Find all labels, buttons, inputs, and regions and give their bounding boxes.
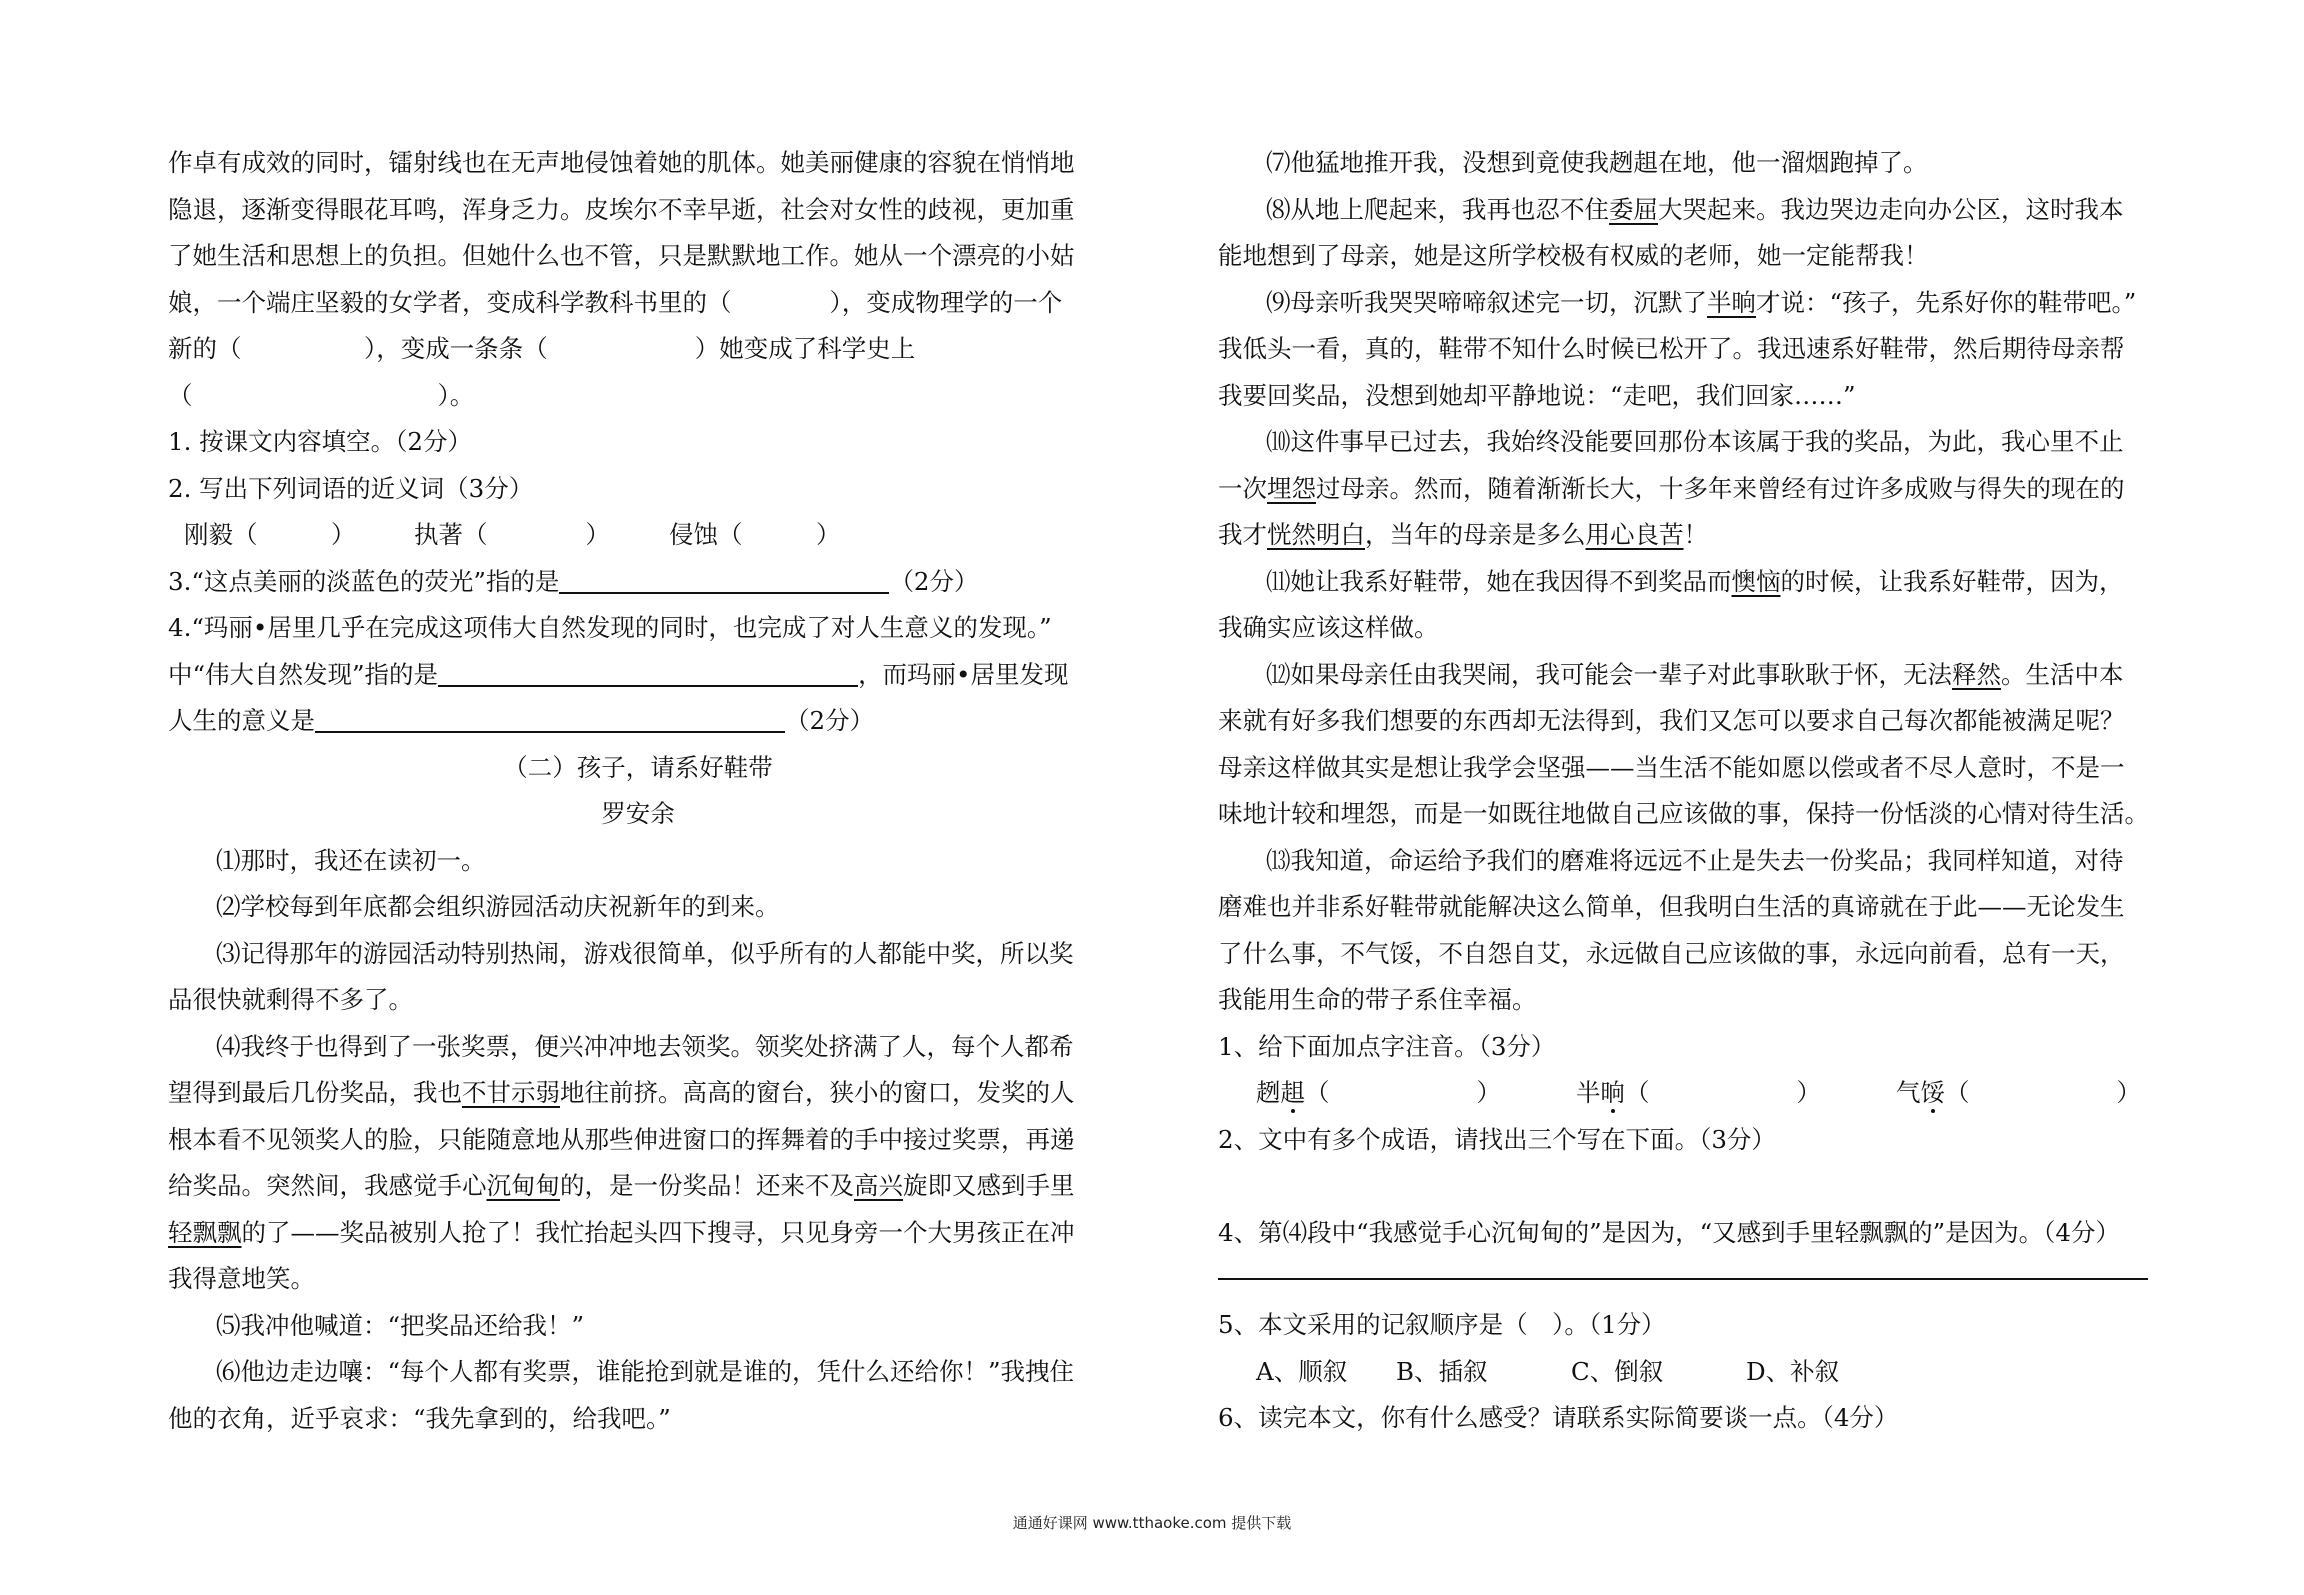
pinyin-item: 趔趄（ ） bbox=[1256, 1070, 1576, 1117]
paragraph-line: 来就有好多我们想要的东西却无法得到，我们又怎可以要求自己每次都能被满足呢？ bbox=[1218, 706, 2125, 735]
underlined-word: 委屈 bbox=[1609, 194, 1658, 224]
paragraph-line: 味地计较和埋怨，而是一如既往地做自己应该做的事，保持一份恬淡的心情对待生活。 bbox=[1218, 799, 2149, 828]
question-4-line: 人生的意义是 （2分） bbox=[168, 698, 1108, 745]
paragraph-line: 我要回奖品，没想到她却平静地说：“走吧，我们回家……” bbox=[1218, 380, 1856, 410]
answer-line[interactable] bbox=[1218, 1256, 2168, 1302]
paragraph-line: ⑺他猛地推开我，没想到竟使我趔趄在地，他一溜烟跑掉了。 bbox=[1266, 148, 1928, 177]
intro-line: 娘，一个端庄坚毅的女学者，变成科学教科书里的（ ），变成物理学的一个 bbox=[168, 287, 1063, 317]
paragraph-line: 轻飘飘的了——奖品被别人抢了！我忙抬起头四下搜寻，只见身旁一个大男孩正在冲 bbox=[168, 1217, 1075, 1247]
intro-line: 隐退，逐渐变得眼花耳鸣，浑身乏力。皮埃尔不幸早逝，社会对女性的歧视，更加重 bbox=[168, 194, 1075, 224]
answer-blank[interactable] bbox=[438, 655, 858, 687]
paragraph-line: ⑼母亲听我哭哭啼啼叙述完一切，沉默了半晌才说：“孩子，先系好你的鞋带吧。” bbox=[1266, 287, 2137, 317]
paragraph-line: ⑴那时，我还在读初一。 bbox=[216, 845, 486, 875]
question-1: 1. 按课文内容填空。（2分） bbox=[168, 427, 472, 456]
paragraph-line: ⑸我冲他喊道：“把奖品还给我！” bbox=[216, 1310, 585, 1340]
paragraph-line: ⑹他边走边嚷：“每个人都有奖票，谁能抢到就是谁的，凭什么还给你！”我拽住 bbox=[216, 1357, 1075, 1386]
question-2: 2、文中有多个成语，请找出三个写在下面。（3分） bbox=[1218, 1124, 1776, 1154]
intro-line: （ ）。 bbox=[168, 380, 475, 410]
synonym-item: 执著（ ） bbox=[414, 520, 610, 549]
question-1: 1、给下面加点字注音。（3分） bbox=[1218, 1031, 1556, 1061]
paragraph-line: 磨难也并非系好鞋带就能解决这么简单，但我明白生活的真谛就在于此——无论发生 bbox=[1218, 892, 2125, 921]
underlined-word: 埋怨 bbox=[1267, 473, 1316, 503]
question-4: 4、第⑷段中“我感觉手心沉甸甸的”是因为，“又感到手里轻飘飘的”是因为。（4分） bbox=[1218, 1217, 2121, 1247]
footer-credit: 通通好课网 www.tthaoke.com 提供下载 bbox=[1012, 1514, 1292, 1532]
paragraph-line: 根本看不见领奖人的脸，只能随意地从那些伸进窗口的挥舞着的手中接过奖票，再递 bbox=[168, 1124, 1075, 1154]
question-4-line: 中“伟大自然发现”指的是 ，而玛丽•居里发现 bbox=[168, 652, 1108, 699]
underlined-word: 释然 bbox=[1952, 659, 2001, 689]
underlined-word: 恍然明白 bbox=[1267, 520, 1365, 549]
paragraph-line: 能地想到了母亲，她是这所学校极有权威的老师，她一定能帮我！ bbox=[1218, 241, 1929, 270]
paragraph-line: 他的衣角，近乎哀求：“我先拿到的，给我吧。” bbox=[168, 1403, 671, 1433]
paragraph-line: ⒀我知道，命运给予我们的磨难将远远不止是失去一份奖品；我同样知道，对待 bbox=[1266, 845, 2124, 875]
underlined-word: 高兴 bbox=[854, 1171, 903, 1200]
paragraph-line: 我能用生命的带子系住幸福。 bbox=[1218, 985, 1537, 1014]
paragraph-line: 我得意地笑。 bbox=[168, 1264, 315, 1293]
intro-line: 了她生活和思想上的负担。但她什么也不管，只是默默地工作。她从一个漂亮的小姑 bbox=[168, 241, 1075, 270]
question-4-line: 4.“玛丽•居里几乎在完成这项伟大自然发现的同时，也完成了对人生意义的发现。” bbox=[168, 613, 1052, 642]
underlined-word: 沉甸甸 bbox=[486, 1171, 560, 1200]
paragraph-line: 我确实应该这样做。 bbox=[1218, 613, 1439, 642]
paragraph-line: 一次埋怨过母亲。然而，随着渐渐长大，十多年来曾经有过许多成败与得失的现在的 bbox=[1218, 473, 2125, 503]
underlined-word: 半晌 bbox=[1707, 287, 1756, 317]
answer-blank[interactable] bbox=[559, 562, 889, 594]
underlined-word: 轻飘飘 bbox=[168, 1217, 242, 1247]
paragraph-line: 我才恍然明白，当年的母亲是多么用心良苦！ bbox=[1218, 520, 1708, 549]
paragraph-line: ⑵学校每到年底都会组织游园活动庆祝新年的到来。 bbox=[216, 892, 780, 921]
underlined-word: 不甘示弱 bbox=[462, 1078, 560, 1107]
paragraph-line: ⑷我终于也得到了一张奖票，便兴冲冲地去领奖。领奖处挤满了人，每个人都希 bbox=[216, 1031, 1074, 1061]
underlined-word: 懊恼 bbox=[1731, 566, 1781, 596]
right-column bbox=[1218, 140, 2168, 1442]
underlined-word: 用心良苦 bbox=[1585, 520, 1684, 549]
option-a[interactable]: A、顺叙 bbox=[1256, 1356, 1348, 1386]
answer-space[interactable] bbox=[1218, 1163, 2168, 1210]
paragraph-line: ⑿如果母亲任由我哭闹，我可能会一辈子对此事耿耿于怀，无法释然。生活中本 bbox=[1266, 659, 2124, 689]
paragraph-line: 我低头一看，真的，鞋带不知什么时候已松开了。我迅速系好鞋带，然后期待母亲帮 bbox=[1218, 334, 2125, 363]
pinyin-item: 半晌（ ） bbox=[1576, 1070, 1896, 1117]
intro-line: 作卓有成效的同时，镭射线也在无声地侵蚀着她的肌体。她美丽健康的容貌在悄悄地 bbox=[168, 148, 1075, 177]
question-6: 6、读完本文，你有什么感受？请联系实际简要谈一点。（4分） bbox=[1218, 1403, 1899, 1432]
synonym-item: 侵蚀（ ） bbox=[669, 520, 841, 549]
story-author: 罗安余 bbox=[601, 799, 675, 828]
question-3: 3.“这点美丽的淡蓝色的荧光”指的是 （2分） bbox=[168, 559, 1108, 606]
paragraph-line: 了什么事，不气馁，不自怨自艾，永远做自己应该做的事，永远向前看，总有一天， bbox=[1218, 938, 2125, 968]
paragraph-line: ⑽这件事早已过去，我始终没能要回那份本该属于我的奖品，为此，我心里不止 bbox=[1266, 427, 2124, 456]
question-2-words bbox=[168, 512, 1108, 559]
question-5-options bbox=[1218, 1349, 2168, 1396]
paragraph-line: ⑾她让我系好鞋带，她在我因得不到奖品而懊恼的时候，让我系好鞋带，因为， bbox=[1266, 566, 2124, 596]
paragraph-line: ⑻从地上爬起来，我再也忍不住委屈大哭起来。我边哭边走向办公区，这时我本 bbox=[1266, 194, 2124, 224]
question-5: 5、本文采用的记叙顺序是（ ）。（1分） bbox=[1218, 1310, 1666, 1339]
story-title: （二）孩子，请系好鞋带 bbox=[503, 752, 773, 782]
paragraph-line: 品很快就剩得不多了。 bbox=[168, 985, 413, 1014]
synonym-item: 刚毅（ ） bbox=[184, 520, 356, 549]
answer-blank[interactable] bbox=[315, 701, 785, 733]
paragraph-line: ⑶记得那年的游园活动特别热闹，游戏很简单，似乎所有的人都能中奖，所以奖 bbox=[216, 938, 1074, 968]
left-column bbox=[168, 140, 1108, 1442]
question-2: 2. 写出下列词语的近义词（3分） bbox=[168, 473, 534, 503]
option-d[interactable]: D、补叙 bbox=[1746, 1356, 1840, 1386]
pinyin-items bbox=[1218, 1070, 2168, 1117]
paragraph-line: 望得到最后几份奖品，我也不甘示弱地往前挤。高高的窗台，狭小的窗口，发奖的人 bbox=[168, 1078, 1075, 1107]
option-c[interactable]: C、倒叙 bbox=[1571, 1356, 1664, 1386]
option-b[interactable]: B、插叙 bbox=[1396, 1356, 1488, 1386]
paragraph-line: 给奖品。突然间，我感觉手心沉甸甸的，是一份奖品！还来不及高兴旋即又感到手里 bbox=[168, 1171, 1075, 1200]
intro-line: 新的（ ），变成一条条（ ）她变成了科学史上 bbox=[168, 334, 916, 363]
paragraph-line: 母亲这样做其实是想让我学会坚强——当生活不能如愿以偿或者不尽人意时，不是一 bbox=[1218, 752, 2125, 782]
pinyin-item: 气馁（ ） bbox=[1896, 1070, 2141, 1117]
